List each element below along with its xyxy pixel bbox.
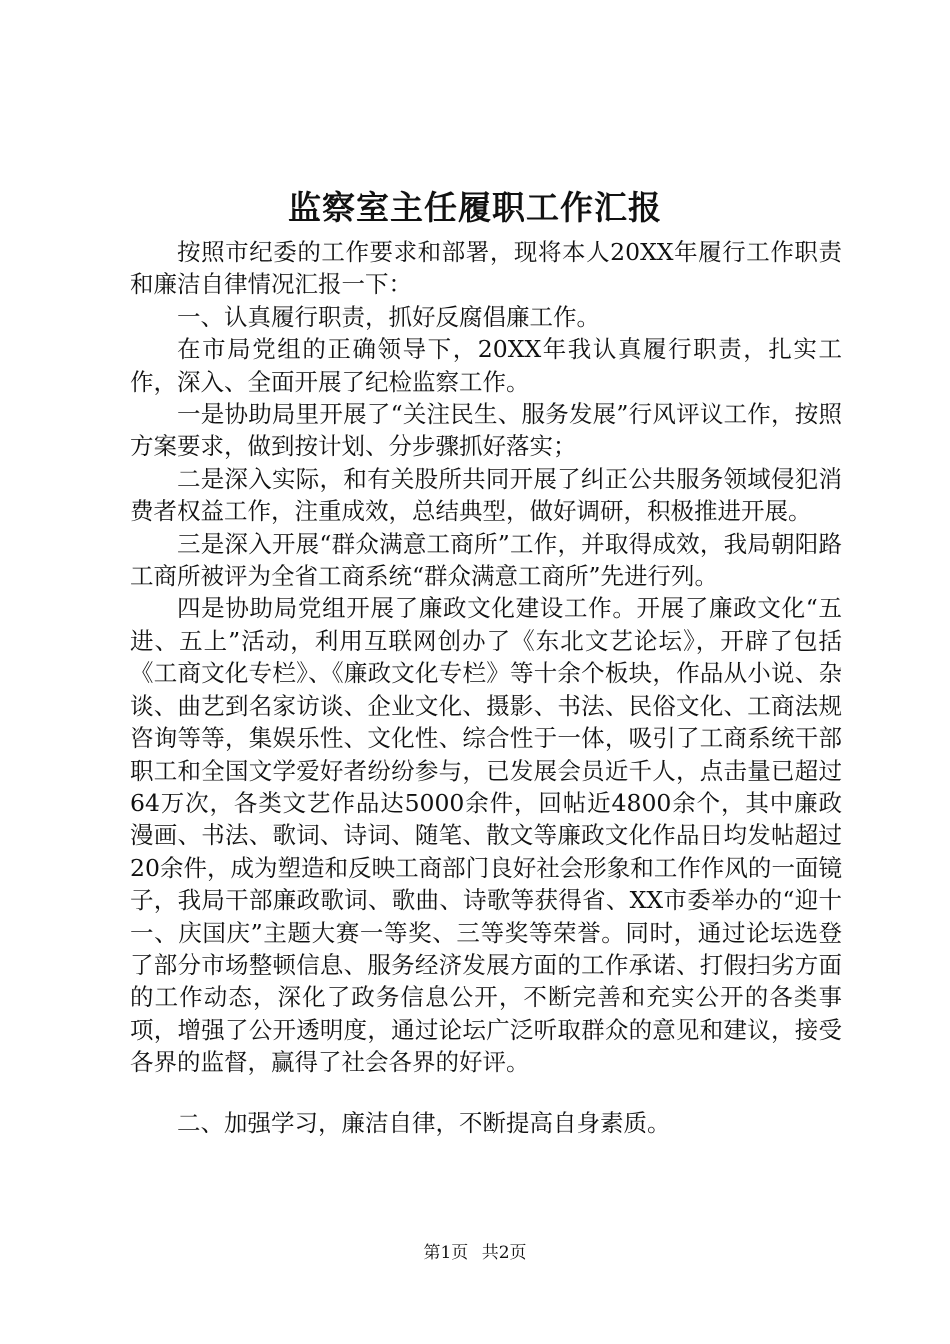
paragraph-overview: 在市局党组的正确领导下，20XX年我认真履行职责，扎实工作，深入、全面开展了纪检监察工作。 xyxy=(130,335,842,396)
paragraph-item-4: 四是协助局党组开展了廉政文化建设工作。开展了廉政文化“五进、五上”活动，利用互联网创办了《东北文艺论坛》，开辟了包括《工商文化专栏》、《廉政文化专栏》等十余个板块，作品从小说、杂谈、曲艺到名家访谈、企业文化、摄影、书法、民俗文化、工商法规咨询等等，集娱乐性、文化性、综合性于一体，吸引了工商系统干部职工和全国文学爱好者纷纷参与，已发展会员近千人，点击量已超过64万次，各类文艺作品达5000余件，回帖近4800余个，其中廉政漫画、书法、歌词、诗词、随笔、散文等廉政文化作品日均发帖超过20余件，成为塑造和反映工商部门良好社会形象和工作作风的一面镜子，我局干部廉政歌词、歌曲、诗歌等获得省、XX市委举办的“迎十一、庆国庆”主题大赛一等奖、三等奖等荣誉。同时，通过论坛选登了部分市场整顿信息、服务经济发展方面的工作承诺、打假扫劣方面的工作动态，深化了政务信息公开，不断完善和充实公开的各类事项，增强了公开透明度，通过论坛广泛听取群众的意见和建议，接受各界的监督，赢得了社会各界的好评。 xyxy=(130,594,842,1077)
page-footer xyxy=(0,1242,950,1264)
page-number-total: 共2页 xyxy=(481,1243,527,1263)
paragraph-item-3: 三是深入开展“群众满意工商所”工作，并取得成效，我局朝阳路工商所被评为全省工商系统“群众满意工商所”先进行列。 xyxy=(130,529,842,591)
paragraph-intro: 按照市纪委的工作要求和部署，现将本人20XX年履行工作职责和廉洁自律情况汇报一下： xyxy=(130,238,842,299)
paragraph-item-2: 二是深入实际，和有关股所共同开展了纠正公共服务领域侵犯消费者权益工作，注重成效，总结典型，做好调研，积极推进开展。 xyxy=(130,464,842,526)
document-body xyxy=(130,236,842,1139)
document-title: 监察室主任履职工作汇报 xyxy=(288,188,662,227)
section-heading-1: 一、认真履行职责，抓好反腐倡廉工作。 xyxy=(177,302,600,331)
page-number-current: 第1页 xyxy=(423,1243,469,1263)
section-heading-2: 二、加强学习，廉洁自律，不断提高自身素质。 xyxy=(177,1108,671,1137)
paragraph-item-1: 一是协助局里开展了“关注民生、服务发展”行风评议工作，按照方案要求，做到按计划、分步骤抓好落实； xyxy=(130,400,842,461)
